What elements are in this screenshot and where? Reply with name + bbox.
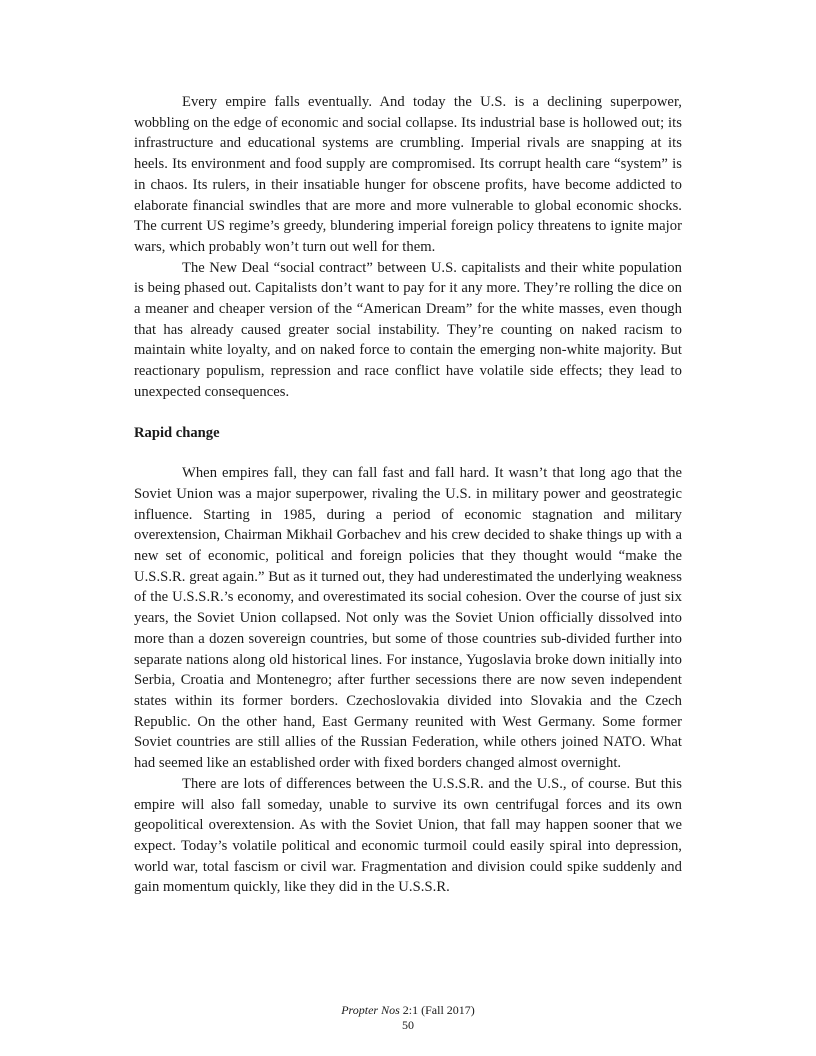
document-body bbox=[134, 92, 682, 898]
paragraph-us-comparison: There are lots of differences between the U.S.S.R. and the U.S., of course. But this empire will also fall someday, unable to survive its own centrifugal forces and its own geopolitical overextension. As with the Soviet Union, that fall may happen sooner that we expect. Today’s volatile political and economic turmoil could easily spiral into depression, world war, total fascism or civil war. Fragmentation and division could spike suddenly and gain momentum quickly, like they did in the U.S.S.R. bbox=[134, 775, 682, 896]
page-number: 50 bbox=[402, 1018, 414, 1032]
journal-title: Propter Nos bbox=[341, 1003, 400, 1017]
journal-issue: 2:1 (Fall 2017) bbox=[402, 1003, 475, 1017]
paragraph-soviet-collapse: When empires fall, they can fall fast and fall hard. It wasn’t that long ago that the Soviet Union was a major superpower, rivaling the U.S. in military power and geostrategic influence. Starting in 1985, during a period of economic stagnation and military overextension, Chairman Mikhail Gorbachev and his crew decided to shake things up with a new set of economic, political and foreign policies that they thought would “make the U.S.S.R. great again.” But as it turned out, they had underestimated the underlying weakness of the U.S.S.R.’s economy, and overestimated its social cohesion. Over the course of just six years, the Soviet Union collapsed. Not only was the Soviet Union officially dissolved into more than a dozen sovereign countries, but some of those countries sub-divided further into separate nations along old historical lines. For instance, Yugoslavia broke down initially into Serbia, Croatia and Montenegro; after further secessions there are now seven independent states within its former borders. Czechoslovakia divided into Slovakia and the Czech Republic. On the other hand, East Germany reunited with West Germany. Some former Soviet countries are still allies of the Russian Federation, while others joined NATO. What had seemed like an established order with fixed borders changed almost overnight. bbox=[134, 465, 682, 772]
section-heading: Rapid change bbox=[134, 424, 220, 441]
paragraph-empire-decline: Every empire falls eventually. And today the U.S. is a declining superpower, wobbling on the edge of economic and social collapse. Its industrial base is hollowed out; its infrastructure and educational systems are crumbling. Imperial rivals are snapping at its heels. Its environment and food supply are compromised. Its corrupt health care “system” is in chaos. Its rulers, in their insatiable hunger for obscene profits, have become addicted to elaborate financial swindles that are more and more vulnerable to global economic shocks. The current US regime’s greedy, blundering imperial foreign policy threatens to ignite major wars, which probably won’t turn out well for them. bbox=[134, 94, 682, 255]
footer-citation bbox=[0, 1003, 816, 1018]
page-footer bbox=[0, 1003, 816, 1033]
paragraph-social-contract: The New Deal “social contract” between U.S. capitalists and their white population is being phased out. Capitalists don’t want to pay for it any more. They’re rolling the dice on a meaner and cheaper version of the “American Dream” for the white masses, even though that has already caused greater social instability. They’re counting on naked racism to maintain white loyalty, and on naked force to contain the emerging non-white majority. But reactionary populism, repression and race conflict have volatile side effects; they lead to unexpected consequences. bbox=[134, 259, 682, 400]
